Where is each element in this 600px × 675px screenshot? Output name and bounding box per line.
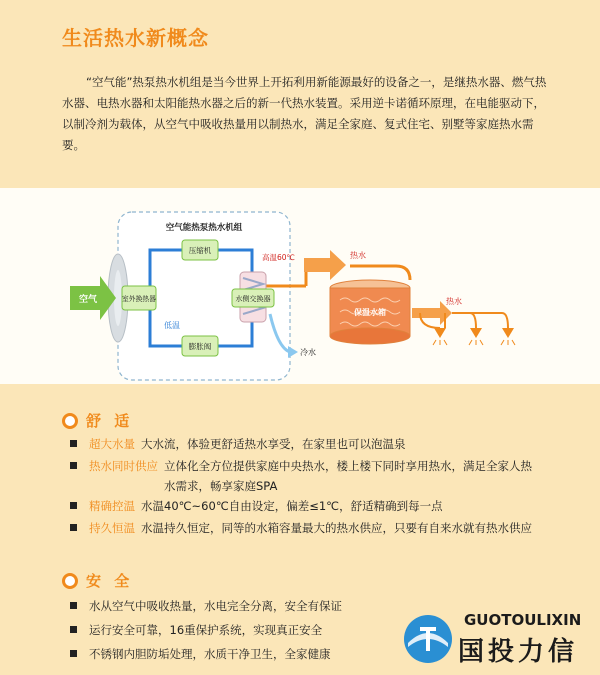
throttle-label: 膨胀阀 xyxy=(188,342,212,351)
bullet-icon xyxy=(70,602,77,609)
heat-pump-diagram xyxy=(0,188,600,384)
circle-icon xyxy=(62,573,78,589)
compressor-label: 压缩机 xyxy=(188,246,212,255)
hot-pipe-tank xyxy=(350,266,410,280)
feature-desc: 不锈钢内胆防垢处理，水质干净卫生，全家健康 xyxy=(89,647,331,661)
feature-desc: 水温40℃~60℃自由设定，偏差≤1℃，舒适精确到每一点 xyxy=(141,499,443,513)
features-section xyxy=(0,384,600,675)
feature-desc: 大水流，体验更舒适热水享受，在家里也可以泡温泉 xyxy=(141,437,406,451)
feature-keyword: 超大水量 xyxy=(89,437,135,451)
safety-title: 安 全 xyxy=(86,572,134,590)
feature-desc: 运行安全可靠，16重保护系统，实现真正安全 xyxy=(89,623,323,637)
shower-heads xyxy=(433,328,515,345)
list-item xyxy=(70,644,410,664)
brand-logo xyxy=(402,607,592,669)
comfort-heading xyxy=(62,410,133,431)
bullet-icon xyxy=(70,462,77,469)
cold-water-label: 冷水 xyxy=(300,348,316,357)
unit-label: 空气能热泵热水机组 xyxy=(165,223,243,233)
intro-section xyxy=(0,0,600,188)
feature-desc: 水从空气中吸收热量，水电完全分离，安全有保证 xyxy=(89,599,342,613)
hot-water-label: 热水 xyxy=(350,251,366,260)
feature-keyword: 精确控温 xyxy=(89,499,135,513)
list-item xyxy=(70,456,540,496)
bullet-icon xyxy=(70,650,77,657)
logo-icon xyxy=(402,613,454,665)
comfort-title: 舒 适 xyxy=(86,412,134,430)
outdoor-exchanger-label: 室外换热器 xyxy=(122,295,156,303)
intro-paragraph: “空气能”热泵热水机组是当今世界上开拓利用新能源最好的设备之一，是继热水器、燃气热水器、电热水器和太阳能热水器之后的新一代热水装置。采用逆卡诺循环原理，在电能驱动下，以制冷剂为载体，从空气中吸收热量用以制热水，满足全家庭、复式住宅、别墅等家庭热水需要。 xyxy=(62,75,547,152)
water-exchanger-label: 水侧交换器 xyxy=(235,295,271,303)
logo-en-text: GUOTOULIXIN xyxy=(464,611,582,629)
list-item xyxy=(70,434,540,454)
feature-desc: 立体化全方位提供家庭中央热水，楼上楼下同时享用热水，满足全家人热水需求，畅享家庭SPA xyxy=(164,459,532,493)
logo-cn-text: 国投力信 xyxy=(458,637,579,667)
bullet-icon xyxy=(70,626,77,633)
tank-label: 保温水箱 xyxy=(354,308,386,317)
circle-icon xyxy=(62,413,78,429)
feature-desc: 水温持久恒定，同等的水箱容量最大的热水供应，只要有自来水就有热水供应 xyxy=(141,521,532,535)
bullet-icon xyxy=(70,524,77,531)
list-item xyxy=(70,596,410,616)
list-item xyxy=(70,620,410,640)
diagram-svg xyxy=(0,188,600,384)
hot-water-out-label: 热水 xyxy=(446,297,462,306)
list-item xyxy=(70,496,540,516)
safety-heading xyxy=(62,570,133,591)
bullet-icon xyxy=(70,440,77,447)
list-item xyxy=(70,518,540,538)
air-label: 空气 xyxy=(78,295,98,305)
low-temp-label: 低温 xyxy=(164,321,180,330)
feature-keyword: 热水同时供应 xyxy=(89,459,158,473)
tank-icon xyxy=(330,280,410,344)
bullet-icon xyxy=(70,502,77,509)
feature-keyword: 持久恒温 xyxy=(89,521,135,535)
high-temp-label: 高温60℃ xyxy=(262,253,295,262)
page-title: 生活热水新概念 xyxy=(62,26,209,50)
